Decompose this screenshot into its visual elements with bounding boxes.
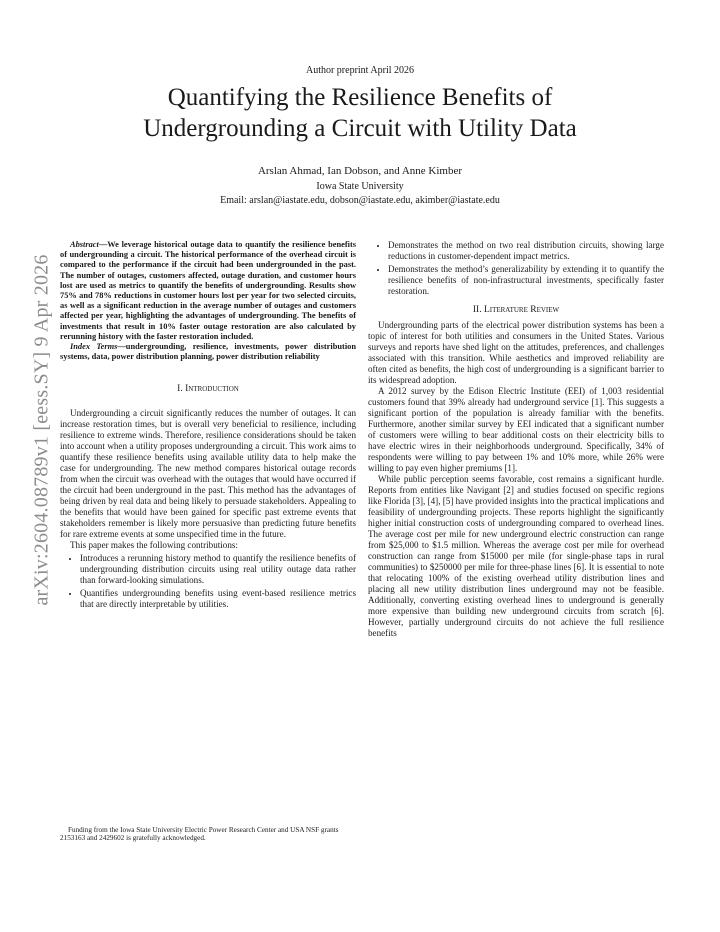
- index-terms-label: Index Terms: [70, 342, 118, 352]
- funding-footnote: Funding from the Iowa State University Electric Power Research Center and USA NSF grants 2153163 and 2429602 is gratefully acknowledged.: [60, 826, 339, 843]
- contribution-item: • Quantifies undergrounding benefits using event-based resilience metrics that are directly interpretable by utilities.: [80, 588, 356, 610]
- lit-paragraph-1: Undergrounding parts of the electrical power distribution systems has been a topic of interest for both utilities and consumers in the United States. Various surveys and reports have shed light on the attitudes, preferences, and challenges associated with this transition. While aesthetics and improved reliability are often cited as benefits, the high cost of undergrounding is a significant barrier to its widespread adoption.: [368, 320, 664, 385]
- lit-paragraph-2: A 2012 survey by the Edison Electric Institute (EEI) of 1,003 residential customers found that 39% already had underground service [1]. This suggests a significant portion of the population is already familiar with the benefits. Furthermore, another similar survey by EEI indicated that a significant number of customers were willing to bear additional costs on their electricity bills to have electric wires in their neighborhoods underground. Specifically, 34% of respondents were willing to pay between 1% and 10% more, while 26% were willing to pay even higher premiums [1].: [368, 386, 664, 473]
- paper-title: [60, 82, 660, 144]
- title-line-1: Quantifying the Resilience Benefits of: [167, 84, 553, 111]
- lit-paragraph-3: While public perception seems favorable, cost remains a significant hurdle. Reports from entities like Navigant [2] and studies focused on specific regions like Florida [3], [4], [5] have provided insights into the practical implications and feasibility of undergrounding projects. These reports highlight the significantly higher initial construction costs of undergrounding compared to overhead lines. The average cost per mile for new underground electric construction can range from $25,000 to $1.5 million. Whereas the average cost per mile for overhead construction can range from $15000 per mile (for single-phase taps in rural communities) to $250000 per mile for three-phase lines [6]. It is essential to note that relocating 100% of the existing overhead utility distribution lines and placing all new utility distribution lines underground may not be feasible. Additionally, converting existing overhead lines to underground is generally more expensive than building new underground circuits from scratch [6]. However, partially underground circuits do not achieve the full resilience benefits: [368, 474, 664, 638]
- contribution-list-continued: [368, 240, 664, 297]
- contribution-item: • Demonstrates the method’s generalizability by extending it to quantify the resilience benefits of non-infrastructural investments, specifically faster restoration.: [388, 264, 664, 297]
- abstract-label: Abstract: [70, 240, 99, 249]
- intro-paragraph-1: Undergrounding a circuit significantly reduces the number of outages. It can increase restoration times, but is overall very beneficial to resilience, including resilience to extreme winds. Therefore, resilience considerations should be taken into account when a utility proposes undergrounding a circuit. This work aims to quantify these resilience benefits using available utility data to help make the case for undergrounding. The new method compares historical outage records from when the circuit was overhead with the outages that would have occurred if the circuit had been underground in the past. This method has the advantages of being driven by real data and being likely to persuade stakeholders. Appealing to the benefits that would have been gained for specific past extreme events that stakeholders remember is likely more persuasive than predicting future benefits for rare extreme events at some unspecified time in the future.: [60, 408, 356, 540]
- index-terms-text: —undergrounding, resilience, investments, power distribution systems, data, power distribution planning, power distribution reliability: [60, 342, 356, 362]
- contribution-list: [60, 553, 356, 610]
- contribution-item: • Introduces a rerunning history method to quantify the resilience benefits of undergrounding distribution circuits using real utility outage data rather than forward-looking simulations.: [80, 553, 356, 586]
- title-line-2: Undergrounding a Circuit with Utility Data: [143, 115, 577, 142]
- arxiv-stamp: arXiv:2604.08789v1 [eess.SY] 9 Apr 2026: [30, 254, 53, 606]
- contribution-item: • Demonstrates the method on two real distribution circuits, showing large reductions in customer-dependent impact metrics.: [388, 240, 664, 262]
- left-column: [60, 240, 356, 612]
- abstract: [60, 240, 356, 342]
- intro-paragraph-2: This paper makes the following contributions:: [70, 540, 238, 551]
- section-heading-introduction: I. Introduction: [177, 384, 239, 395]
- affiliation: Iowa State University: [316, 181, 404, 192]
- right-column: [368, 240, 664, 639]
- preprint-notice: Author preprint April 2026: [305, 65, 415, 76]
- abstract-text: —We leverage historical outage data to quantify the resilience benefits of undergrounding a circuit. The historical performance of the overhead circuit is compared to the performance if the circuit had been undergrounded in the past. The number of outages, customers affected, outage duration, and customer hours lost are used as metrics to quantify the benefits of undergrounding. Results show 75% and 78% reductions in customer hours lost per year for two selected circuits, as well as a significant reduction in the average number of outages and customers affected per year, highlighting the advantages of undergrounding. The benefits of investments that result in 10% faster outage restoration are also calculated by rerunning history with the faster restoration included.: [60, 240, 356, 341]
- author-emails: Email: arslan@iastate.edu, dobson@iastate.edu, akimber@iastate.edu: [220, 195, 500, 206]
- author-list: Arslan Ahmad, Ian Dobson, and Anne Kimber: [257, 165, 463, 177]
- index-terms: [60, 342, 356, 362]
- section-heading-literature-review: II. Literature Review: [472, 305, 560, 315]
